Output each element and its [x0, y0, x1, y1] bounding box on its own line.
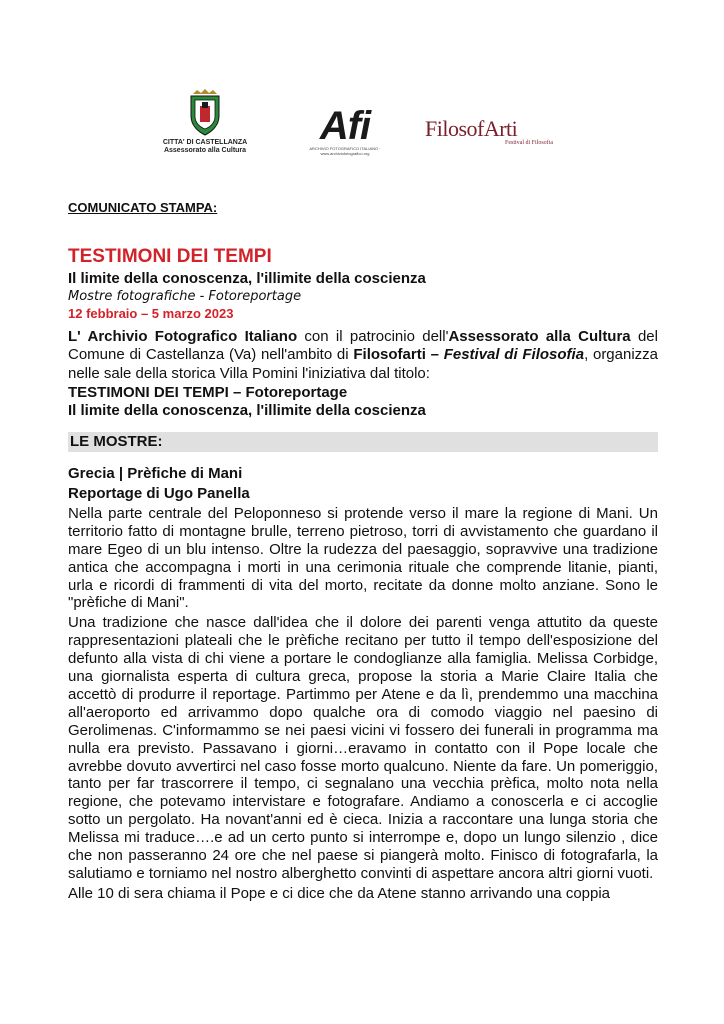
castellanza-dept: Assessorato alla Cultura	[163, 147, 247, 154]
intro-dept: Assessorato alla Cultura	[448, 328, 631, 345]
intro-text: con il patrocinio dell'	[297, 328, 449, 345]
coat-of-arms-icon	[185, 88, 225, 136]
filosofarti-tagline: Festival di Filosofia	[505, 140, 553, 146]
exhibition-author: Reportage di Ugo Panella	[68, 484, 250, 502]
logo-bar	[0, 88, 724, 168]
castellanza-name: CITTA' DI CASTELLANZA	[162, 139, 248, 146]
castellanza-logo	[160, 88, 250, 155]
press-label: COMUNICATO STAMPA:	[68, 200, 218, 215]
afi-tagline: ARCHIVIO FOTOGRAFICO ITALIANO · www.archiviofotografico.org	[309, 146, 381, 156]
section-heading: LE MOSTRE:	[68, 432, 658, 452]
exhibition-paragraph: Una tradizione che nasce dall'idea che il dolore dei parenti venga attutito da queste rappresentazioni plateali che le prèfiche recitano per tutto il tempo dell'esposizione del defunto alla vista di chi viene a portare le condoglianze alla famiglia. Melissa Corbidge, una giornalista esperta di cultura greca, propose la storia a Marie Claire Italia che accettò di produrre il reportage. Partimmo per Atene e da lì, prendemmo una macchina all'aeroporto ed arrivammo dopo qualche ora di comodo viaggio nel paesino di Gerolimenas. C'informammo se nei paesi vicini vi fossero dei funerali in programma ma nulla era previsto. Passavano i giorni…eravamo in contatto con il Pope locale che avrebbe dovuto avvertirci nel caso fosse morto qualcuno. Niente da fare. Un pomeriggio, tanto per far trascorrere il tempo, ci segnalano una vecchia prèfica, molto nota nella regione, che potevamo intervistare e fotografare. Andiamo a conoscerla e ci accoglie sotto un pergolato. Ha novant'anni ed è cieca. Inizia a raccontare una lunga storia che Melissa mi traduce….e ad un certo punto si interrompe e, dopo un lungo silenzio , dice che non passeranno 24 ore che nel paese si piangerà molto. Finisco di fotografarla, la salutiamo e torniamo nel nostro alberghetto convinti di aspettare ancora altri giorni vuoti.	[68, 614, 658, 883]
page-subtitle: Il limite della conoscenza, l'illimite della coscienza	[68, 270, 426, 287]
press-release	[68, 200, 658, 903]
intro-title-line2: Il limite della conoscenza, l'illimite della coscienza	[68, 401, 426, 419]
exhibition-paragraph: Alle 10 di sera chiama il Pope e ci dice che da Atene stanno arrivando una coppia	[68, 884, 611, 902]
exhibition-title: Grecia | Prèfiche di Mani	[68, 464, 243, 482]
intro-festival-sub: Festival di Filosofia	[443, 346, 585, 364]
filosofarti-wordmark: FilosofArti	[425, 116, 518, 141]
exhibition-paragraph: Nella parte centrale del Peloponneso si protende verso il mare la regione di Mani. Un territorio fatto di montagne brulle, terreno pietroso, torri di avvistamento che guardano il mare Egeo di un blu intenso. Oltre la rudezza del paesaggio, sopravvive una tradizione antica che accompagna i morti in una cerimonia rituale che comprende litanie, pianti, urla e ricordi di frammenti di vita del morto, recitate da donne molto anziane. Sono le "prèfiche di Mani".	[68, 504, 658, 612]
afi-wordmark: Afi	[319, 104, 371, 148]
intro-text: del Comune di Castellanza (Va) nell'ambito di	[68, 328, 658, 364]
intro-text: , organizza nelle sale della storica Villa Pomini l'iniziativa dal titolo:	[68, 346, 659, 382]
intro-festival: Filosofarti –	[353, 346, 444, 364]
event-dates: 12 febbraio – 5 marzo 2023	[68, 306, 234, 321]
intro-title-line1: TESTIMONI DEI TEMPI – Fotoreportage	[68, 383, 348, 401]
intro-paragraph	[68, 328, 658, 383]
afi-logo	[300, 106, 390, 156]
filosofarti-logo	[425, 118, 565, 146]
page-title: TESTIMONI DEI TEMPI	[68, 246, 272, 267]
genre-line: Mostre fotografiche - Fotoreportage	[68, 289, 302, 304]
intro-org: L' Archivio Fotografico Italiano	[68, 328, 298, 345]
